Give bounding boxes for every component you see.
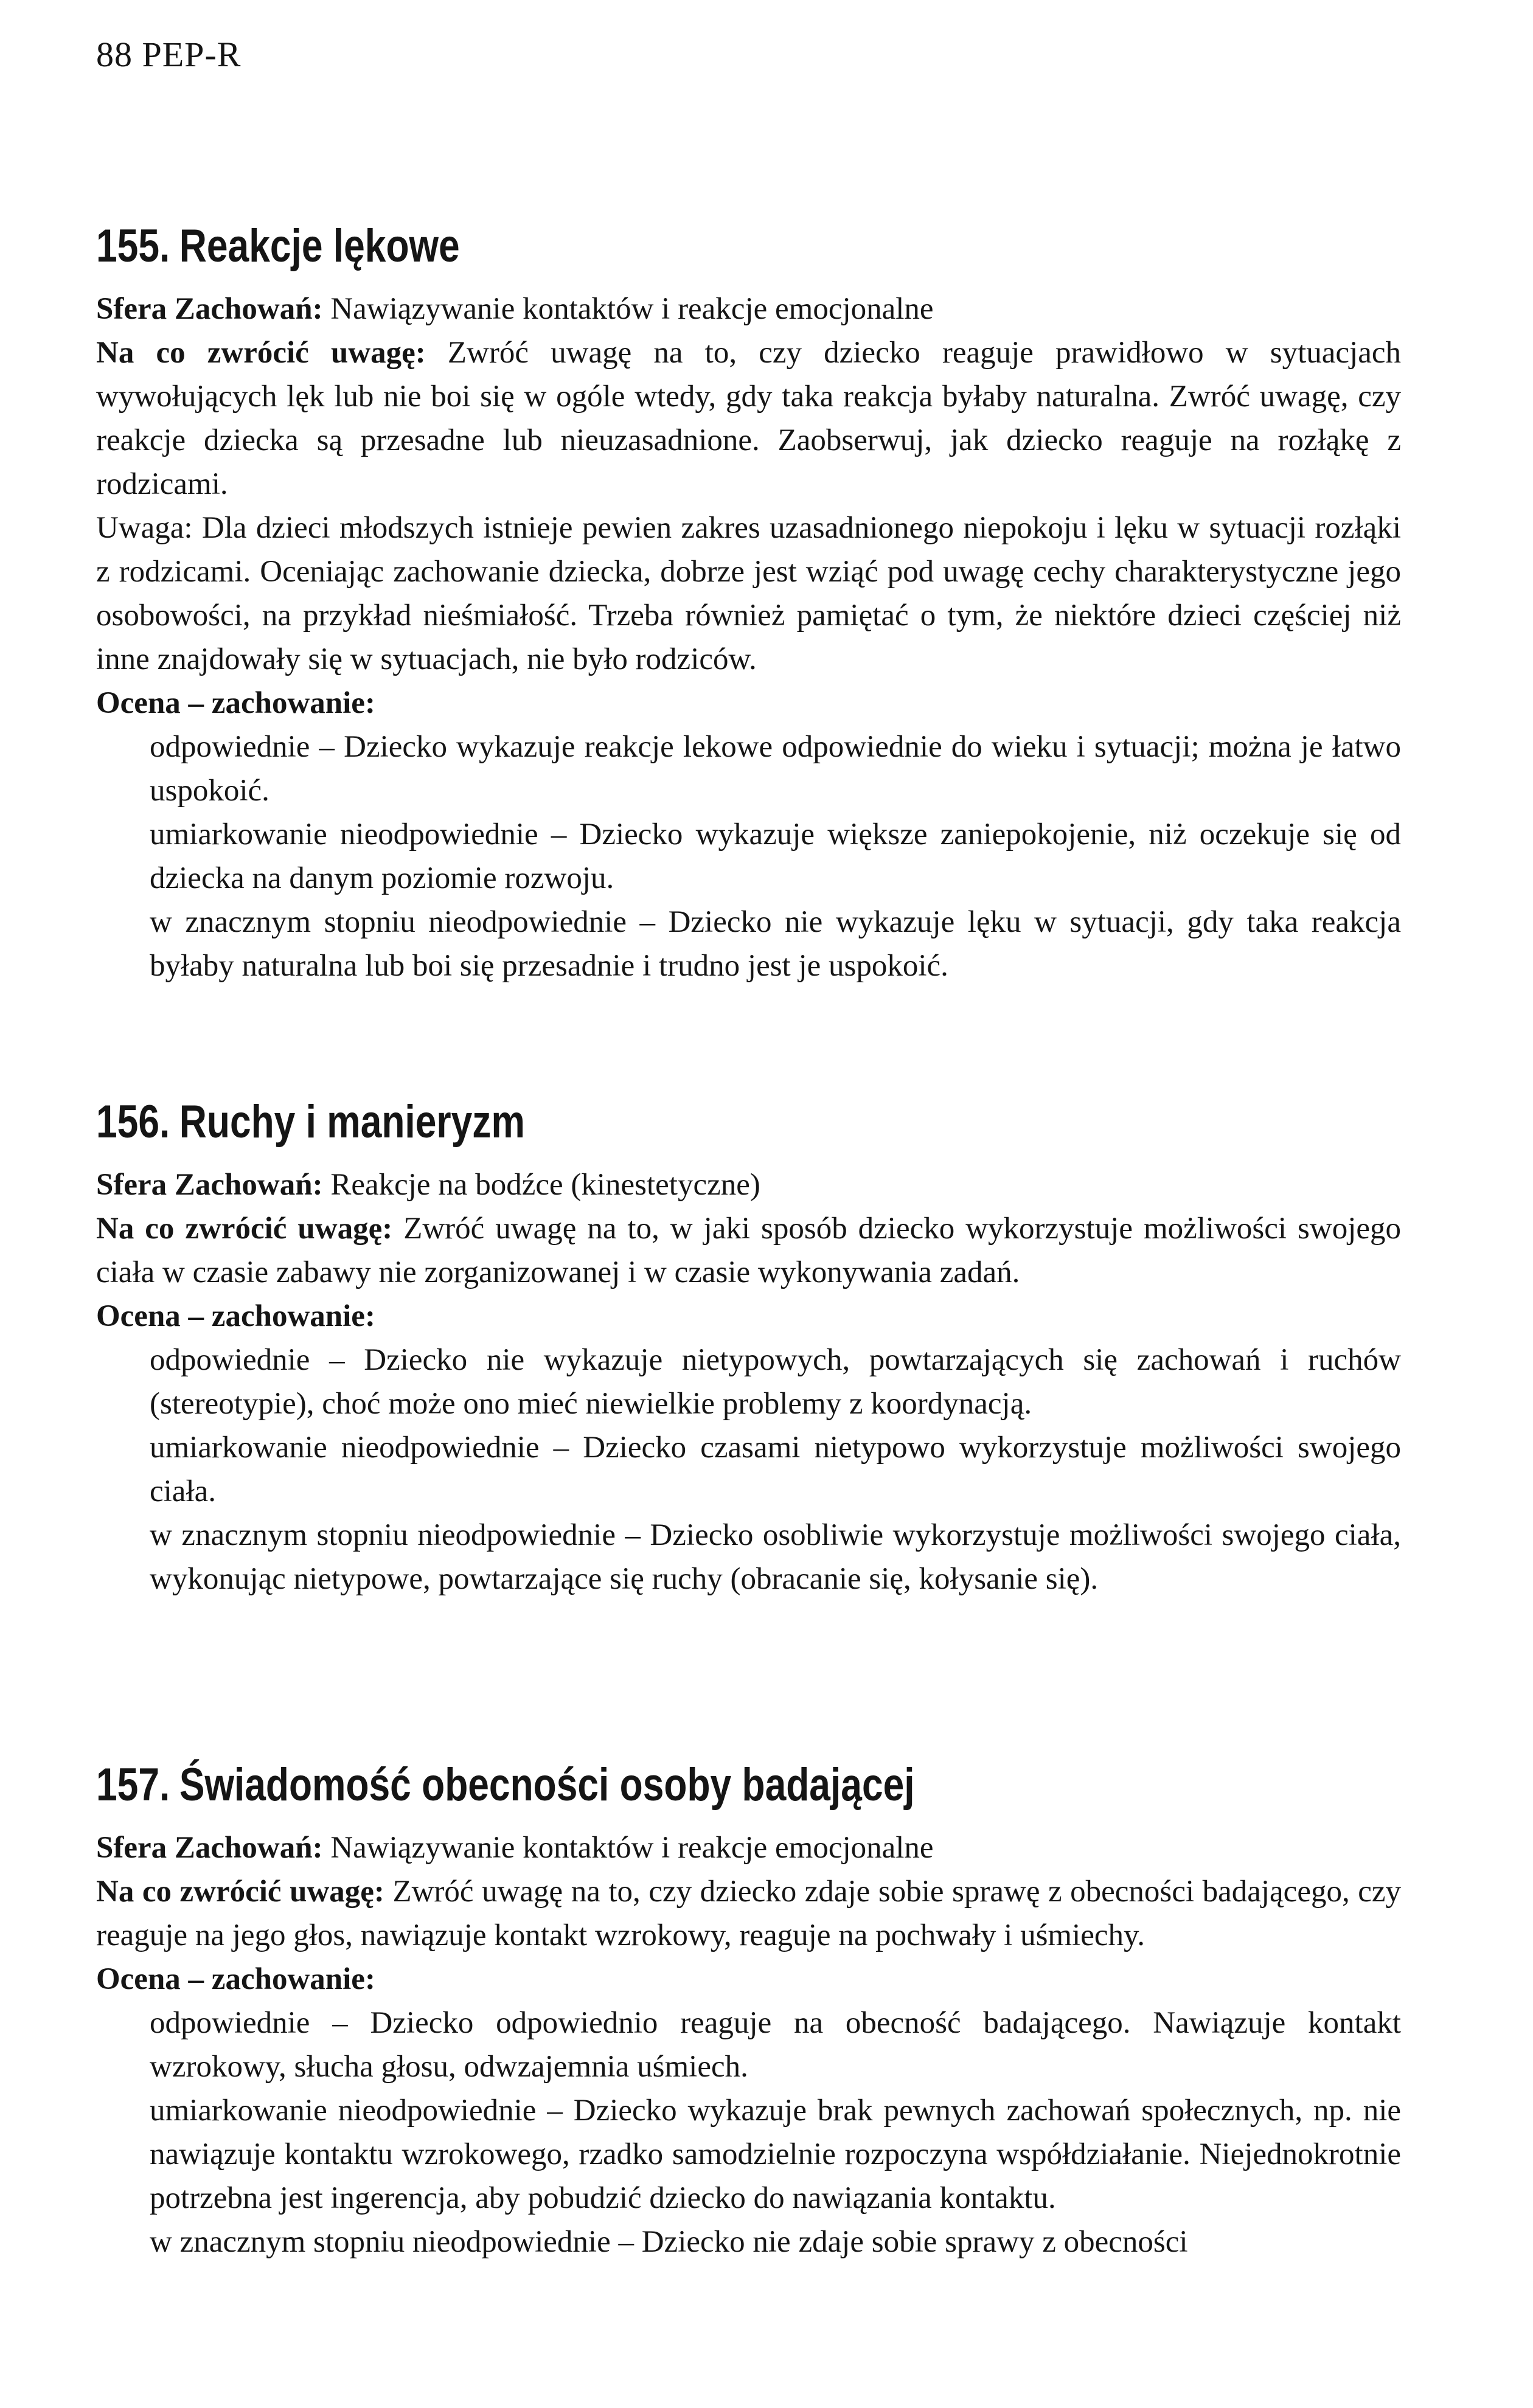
section-heading xyxy=(96,1758,1166,1813)
ocena-label: Ocena – zachowanie: xyxy=(96,1299,375,1333)
rating-option-appropriate: odpowiednie – Dziecko nie wykazuje nietypowych, powtarzających się zachowań i ruchów (stereotypie), choć może ono mieć niewielkie problemy z koordynacją. xyxy=(150,1343,1401,1421)
sfera-value: Nawiązywanie kontaktów i reakcje emocjonalne xyxy=(330,292,934,326)
rating-option-severe: w znacznym stopniu nieodpowiednie – Dziecko osobliwie wykorzystuje możliwości swojego ciała, wykonując nietypowe, powtarzające się ruchy (obracanie się, kołysanie się). xyxy=(150,1518,1401,1596)
section-title: Świadomość obecności osoby badającej xyxy=(179,1759,915,1811)
running-title: PEP-R xyxy=(142,35,242,74)
uwaga-paragraph xyxy=(96,331,1401,506)
rating-option-appropriate: odpowiednie – Dziecko odpowiednio reaguje na obecność badającego. Nawiązuje kontakt wzrokowy, słucha głosu, odwzajemnia uśmiech. xyxy=(150,2006,1401,2084)
section-heading xyxy=(96,1095,1166,1150)
sfera-line xyxy=(96,1826,1401,1870)
uwaga-paragraph xyxy=(96,1870,1401,1957)
sfera-line xyxy=(96,287,1401,331)
rating-option-appropriate: odpowiednie – Dziecko wykazuje reakcje lekowe odpowiednie do wieku i sytuacji; można je łatwo uspokoić. xyxy=(150,730,1401,808)
ocena-label: Ocena – zachowanie: xyxy=(96,686,375,720)
uwaga-text: Zwróć uwagę na to, w jaki sposób dziecko wykorzystuje możliwości swojego ciała w czasie zabawy nie zorganizowanej i w czasie wykonywania zadań. xyxy=(96,1212,1402,1289)
rating-option-severe: w znacznym stopniu nieodpowiednie – Dziecko nie zdaje sobie sprawy z obecności xyxy=(150,2225,1188,2259)
uwaga-label: Na co zwrócić uwagę: xyxy=(96,336,426,370)
uwaga-label: Na co zwrócić uwagę: xyxy=(96,1212,393,1246)
section-heading xyxy=(96,219,1166,274)
page-header xyxy=(96,30,241,79)
sfera-value: Reakcje na bodźce (kinestetyczne) xyxy=(330,1168,760,1202)
uwaga-paragraph xyxy=(96,1207,1401,1294)
rating-option-moderate: umiarkowanie nieodpowiednie – Dziecko wykazuje brak pewnych zachowań społecznych, np. nie nawiązuje kontaktu wzrokowego, rzadko samodzielnie rozpoczyna współdziałanie. Niejednokrotnie potrzebna jest ingerencja, aby pobudzić dziecko do nawiązania kontaktu. xyxy=(150,2094,1401,2215)
section-156 xyxy=(96,1095,1401,1601)
rating-option-moderate: umiarkowanie nieodpowiednie – Dziecko czasami nietypowo wykorzystuje możliwości swojego ciała. xyxy=(150,1431,1401,1508)
sfera-value: Nawiązywanie kontaktów i reakcje emocjonalne xyxy=(330,1831,934,1865)
section-number: 157. xyxy=(96,1759,170,1811)
rating-option-moderate: umiarkowanie nieodpowiednie – Dziecko wykazuje większe zaniepokojenie, niż oczekuje się od dziecka na danym poziomie rozwoju. xyxy=(150,817,1401,895)
sfera-label: Sfera Zachowań: xyxy=(96,1168,323,1202)
section-157 xyxy=(96,1758,1401,2264)
section-number: 155. xyxy=(96,220,170,272)
uwaga-text: Zwróć uwagę na to, czy dziecko zdaje sobie sprawę z obecności badającego, czy reaguje na jego głos, nawiązuje kontakt wzrokowy, reaguje na pochwały i uśmiechy. xyxy=(96,1875,1402,1952)
section-155 xyxy=(96,219,1401,988)
sfera-line xyxy=(96,1163,1401,1207)
uwaga-text: Zwróć uwagę na to, czy dziecko reaguje prawidłowo w sytuacjach wywołujących lęk lub nie boi się w ogóle wtedy, gdy taka reakcja byłaby naturalna. Zwróć uwagę, czy reakcje dziecka są przesadne lub nieuzasadnione. Zaobserwuj, jak dziecko reaguje na rozłąkę z rodzicami. xyxy=(96,336,1402,501)
section-title: Ruchy i manieryzm xyxy=(179,1096,525,1148)
section-title: Reakcje lękowe xyxy=(179,220,460,272)
ocena-label: Ocena – zachowanie: xyxy=(96,1962,375,1996)
rating-option-severe: w znacznym stopniu nieodpowiednie – Dziecko nie wykazuje lęku w sytuacji, gdy taka reakcja byłaby naturalna lub boi się przesadnie i trudno jest je uspokoić. xyxy=(150,905,1401,983)
page-number: 88 xyxy=(96,35,133,74)
note-paragraph: Uwaga: Dla dzieci młodszych istnieje pewien zakres uzasadnionego niepokoju i lęku w sytuacji rozłąki z rodzicami. Oceniając zachowanie dziecka, dobrze jest wziąć pod uwagę cechy charakterystyczne jego osobowości, na przykład nieśmiałość. Trzeba również pamiętać o tym, że niektóre dzieci częściej niż inne znajdowały się w sytuacjach, nie było rodziców. xyxy=(96,511,1401,676)
uwaga-label: Na co zwrócić uwagę: xyxy=(96,1875,384,1909)
sfera-label: Sfera Zachowań: xyxy=(96,292,323,326)
sfera-label: Sfera Zachowań: xyxy=(96,1831,323,1865)
section-number: 156. xyxy=(96,1096,170,1148)
